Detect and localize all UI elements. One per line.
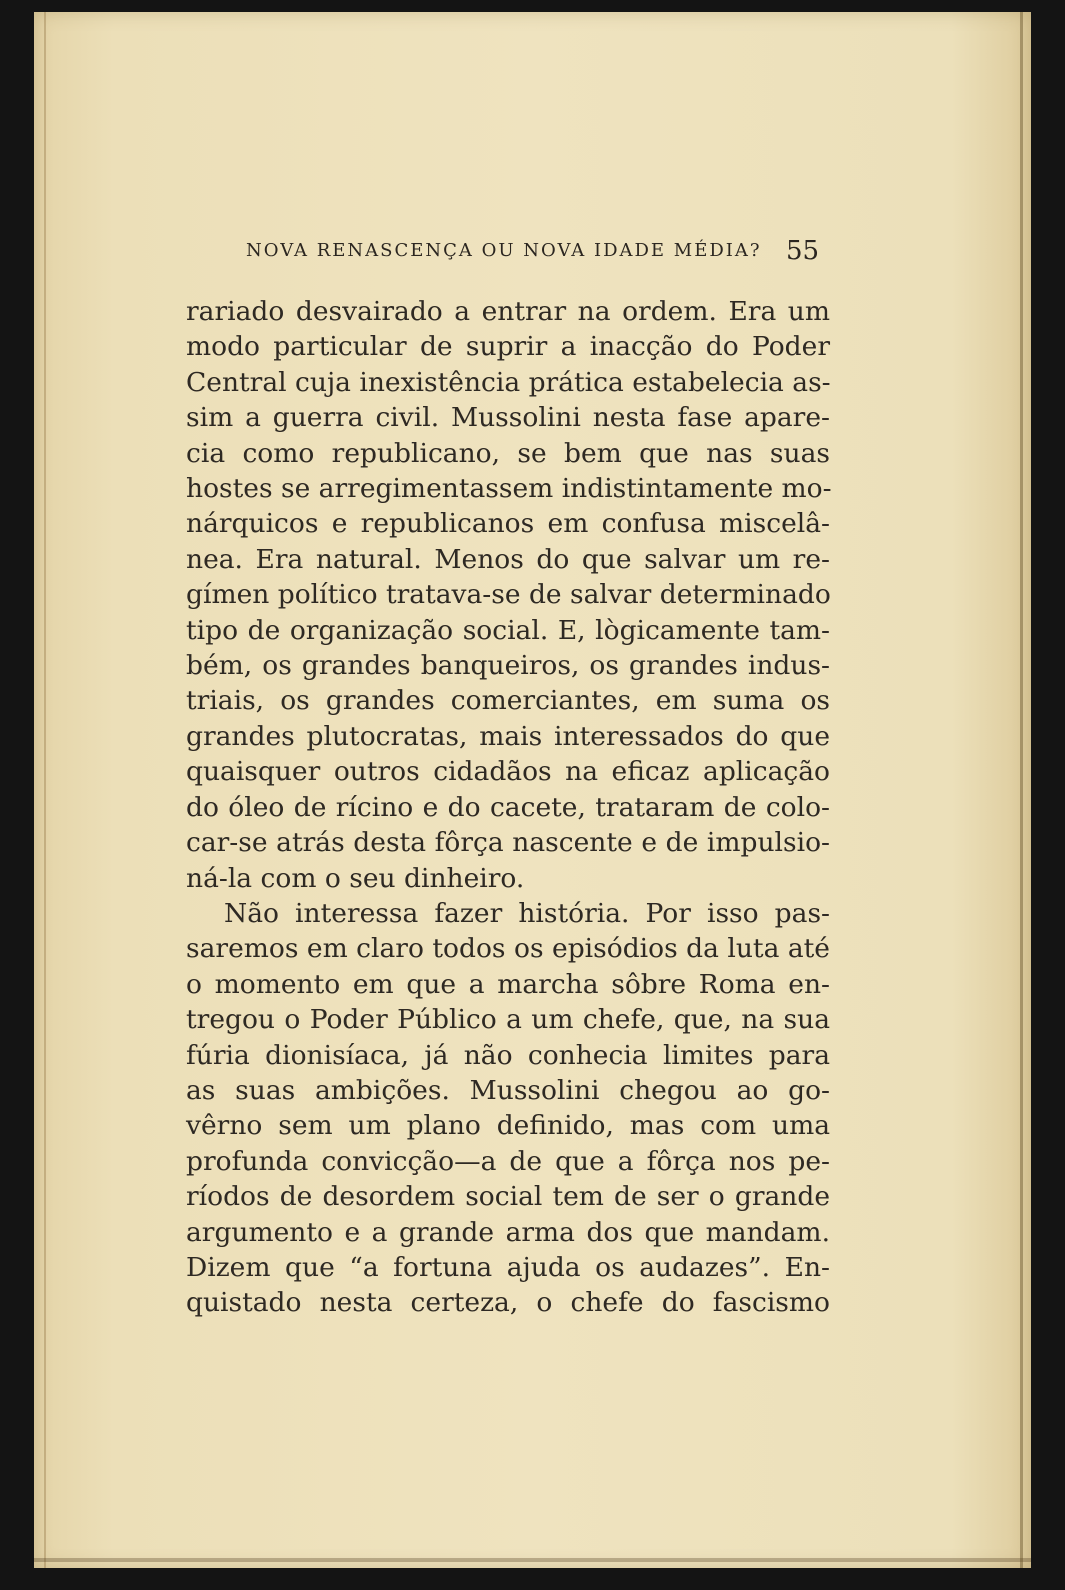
text-line: argumento e a grande arma dos que mandam.: [186, 1216, 830, 1248]
text-line: do óleo de rícino e do cacete, trataram de colo-: [186, 791, 830, 823]
text-line: quaisquer outros cidadãos na eficaz aplicação: [186, 756, 830, 788]
text-line: nárquicos e republicanos em confusa miscelâ-: [186, 508, 830, 540]
page-number: 55: [786, 236, 820, 266]
text-line: ríodos de desordem social tem de ser o grande: [186, 1181, 830, 1213]
text-line: cia como republicano, se bem que nas suas: [186, 437, 830, 469]
text-line: Central cuja inexistência prática estabelecia as-: [186, 366, 831, 398]
paragraph-last-line: ná-la com o seu dinheiro.: [186, 862, 525, 894]
text-line: sim a guerra civil. Mussolini nesta fase apare-: [186, 402, 830, 434]
text-line: bém, os grandes banqueiros, os grandes indus-: [186, 650, 830, 682]
text-line: modo particular de suprir a inacção do Poder: [186, 331, 830, 363]
text-line: vêrno sem um plano definido, mas com uma: [186, 1110, 830, 1142]
text-line: car-se atrás desta fôrça nascente e de impulsio-: [186, 827, 830, 859]
text-line: Dizem que “a fortuna ajuda os audazes”. En-: [186, 1251, 830, 1283]
text-line: profunda convicção—a de que a fôrça nos pe-: [186, 1145, 830, 1177]
text-line: quistado nesta certeza, o chefe do fascismo: [186, 1287, 830, 1319]
text-line: rariado desvairado a entrar na ordem. Era um: [186, 296, 830, 327]
text-line: gímen político tratava-se de salvar determinado: [186, 579, 831, 611]
body-text: [186, 294, 830, 1321]
paragraph-first-line: Não interessa fazer história. Por isso pas-: [224, 897, 830, 929]
text-line: as suas ambições. Mussolini chegou ao go-: [186, 1074, 830, 1106]
text-line: o momento em que a marcha sôbre Roma en-: [186, 968, 830, 1000]
page-bottom-edge: [34, 1558, 1031, 1562]
text-line: saremos em claro todos os episódios da luta até: [186, 933, 830, 965]
running-head: NOVA RENASCENÇA OU NOVA IDADE MÉDIA?: [246, 240, 762, 261]
text-line: triais, os grandes comerciantes, em suma os: [186, 685, 830, 717]
text-line: tipo de organização social. E, lògicamente tam-: [186, 614, 830, 646]
book-page: [34, 12, 1031, 1568]
text-line: fúria dionisíaca, já não conhecia limites para: [186, 1039, 830, 1071]
text-line: nea. Era natural. Menos do que salvar um re-: [186, 543, 830, 575]
text-line: grandes plutocratas, mais interessados do que: [186, 720, 830, 752]
text-line: hostes se arregimentassem indistintamente mo-: [186, 473, 832, 505]
text-line: tregou o Poder Público a um chefe, que, na sua: [186, 1004, 830, 1036]
